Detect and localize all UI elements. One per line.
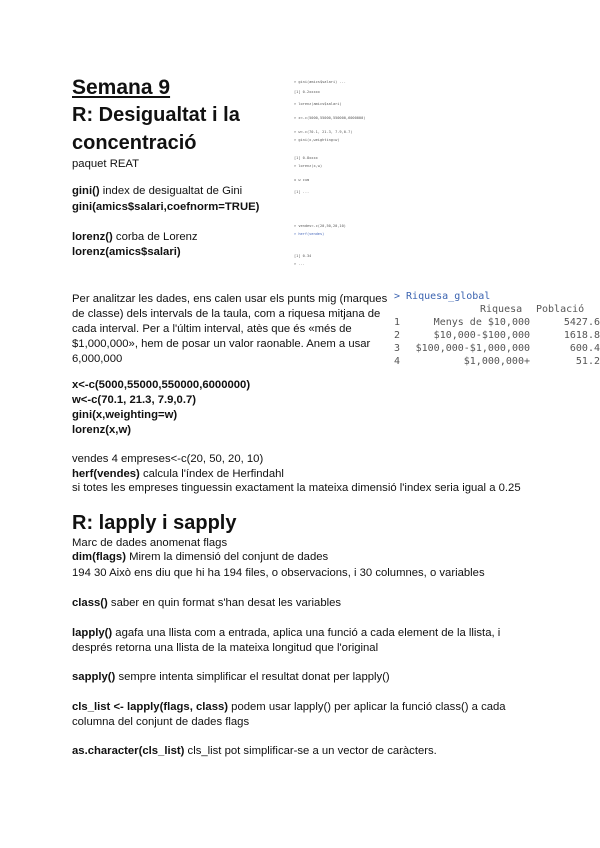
row-poblacio: 51.2: [575, 356, 600, 367]
cls-list-description-2: columna del conjunt de dades flags: [72, 716, 250, 728]
riquesa-prompt: > Riquesa_global: [394, 291, 491, 302]
dim-line: [72, 550, 328, 565]
row-index: 4: [394, 356, 401, 367]
lorenz-line: [72, 230, 198, 245]
cls-list-description: podem usar lapply() per aplicar la funció class() a cada: [228, 701, 506, 713]
intro-line: $1,000,000», hem de posar un valor raonable. Anem a usar: [72, 338, 371, 350]
console-line: [1] ...: [294, 190, 310, 194]
dim-description: Mirem la dimensió del conjunt de dades: [125, 551, 329, 563]
row-poblacio: 600.4: [569, 343, 600, 354]
table-row: [394, 355, 600, 368]
console-line: [1] 0.34: [294, 254, 312, 258]
dim-function: dim(flags): [72, 551, 126, 563]
cls-list-code: cls_list <- lapply(flags, class): [72, 701, 229, 713]
intro-line: Per analitzar les dades, ens calen usar els punts mig (marques: [72, 293, 388, 305]
console-screenshot: [290, 78, 600, 278]
code-line-lorenz: lorenz(x,w): [72, 424, 131, 436]
table-row: [394, 329, 600, 342]
class-function: class(): [72, 597, 108, 609]
page-title: Semana 9: [72, 76, 171, 99]
sapply-description: sempre intenta simplificar el resultat donat per lapply(): [115, 671, 390, 683]
header-poblacio: Població: [536, 304, 585, 315]
console-line: > gini(x,weighting=w): [294, 138, 340, 142]
intro-line: de classe) dels intervals de la taula, com a riquesa mitjana de: [72, 308, 381, 320]
cls-list-line: [72, 700, 506, 715]
section-heading-lapply: R: lapply i sapply: [72, 512, 237, 534]
as-character-description: cls_list pot simplificar-se a un vector de caràcters.: [184, 745, 437, 757]
intro-paragraph: [72, 292, 392, 367]
lorenz-function: lorenz(): [72, 231, 113, 243]
lapply-description-2: després retorna una llista de la mateixa longitud que l'original: [72, 642, 379, 654]
row-riquesa: $10,000-$100,000: [433, 330, 530, 341]
console-line: x w cum: [294, 178, 310, 182]
table-row: [394, 342, 600, 355]
console-line: > w<-c(70.1, 21.3, 7.9,0.7): [294, 130, 353, 134]
riquesa-table: [394, 290, 600, 368]
console-line: > herf(vendes): [294, 232, 325, 236]
row-poblacio: 1618.8: [563, 330, 600, 341]
herf-description: calcula l'índex de Herfindahl: [139, 468, 284, 480]
class-description: saber en quin format s'han desat les variables: [107, 597, 342, 609]
header-riquesa: Riquesa: [480, 304, 523, 315]
row-riquesa: $100,000-$1,000,000: [415, 343, 530, 354]
lorenz-description: corba de Lorenz: [112, 231, 198, 243]
class-line: [72, 596, 341, 611]
herf-function: herf(vendes): [72, 468, 140, 480]
herf-line: [72, 467, 284, 482]
row-index: 3: [394, 343, 401, 354]
flags-intro: Marc de dades anomenat flags: [72, 537, 228, 549]
intro-line: 6,000,000: [72, 353, 123, 365]
dim-result: 194 30 Això ens diu que hi ha 194 files, o observacions, i 30 columnes, o variables: [72, 567, 485, 579]
package-label: paquet REAT: [72, 158, 139, 170]
console-line: > lorenz(x,w): [294, 164, 323, 168]
console-line: > x<-c(5000,55000,550000,6000000): [294, 116, 366, 120]
lapply-description: agafa una llista com a entrada, aplica una funció a cada element de la llista, i: [112, 627, 501, 639]
sapply-line: [72, 670, 390, 685]
lorenz-call: lorenz(amics$salari): [72, 246, 181, 258]
row-index: 2: [394, 330, 401, 341]
lapply-line: [72, 626, 500, 641]
section-heading-desigualtat-line1: R: Desigualtat i la: [72, 104, 240, 126]
section-heading-desigualtat-line2: concentració: [72, 132, 197, 154]
gini-function: gini(): [72, 185, 100, 197]
row-riquesa: Menys de $10,000: [433, 317, 530, 328]
sapply-function: sapply(): [72, 671, 116, 683]
code-line-x: x<-c(5000,55000,550000,6000000): [72, 379, 251, 391]
console-line: [1] 0.8xxxx: [294, 156, 318, 160]
code-line-gini: gini(x,weighting=w): [72, 409, 178, 421]
row-index: 1: [394, 317, 401, 328]
intro-line: cada interval. Per a l'últim interval, atès que és «més de: [72, 323, 352, 335]
row-poblacio: 5427.6: [563, 317, 600, 328]
console-line: > ...: [294, 262, 305, 266]
lapply-function: lapply(): [72, 627, 113, 639]
console-line: > vendes<-c(20,50,20,10): [294, 224, 346, 228]
console-line: > lorenz(amics$salari): [294, 102, 342, 106]
table-row: [394, 316, 600, 329]
gini-call: gini(amics$salari,coefnorm=TRUE): [72, 201, 260, 213]
console-line: > gini(amics$salari) ...: [294, 80, 346, 84]
gini-description: index de desigualtat de Gini: [99, 185, 243, 197]
herf-note: si totes les empreses tinguessin exactament la mateixa dimensió l'index seria igual a 0.25: [72, 482, 521, 494]
row-riquesa: $1,000,000+: [463, 356, 530, 367]
as-character-line: [72, 744, 437, 759]
console-line: [1] 0.2xxxxx: [294, 90, 320, 94]
vendes-line: vendes 4 empreses<-c(20, 50, 20, 10): [72, 453, 264, 465]
as-character-code: as.character(cls_list): [72, 745, 185, 757]
gini-line: [72, 184, 242, 199]
code-line-w: w<-c(70.1, 21.3, 7.9,0.7): [72, 394, 197, 406]
